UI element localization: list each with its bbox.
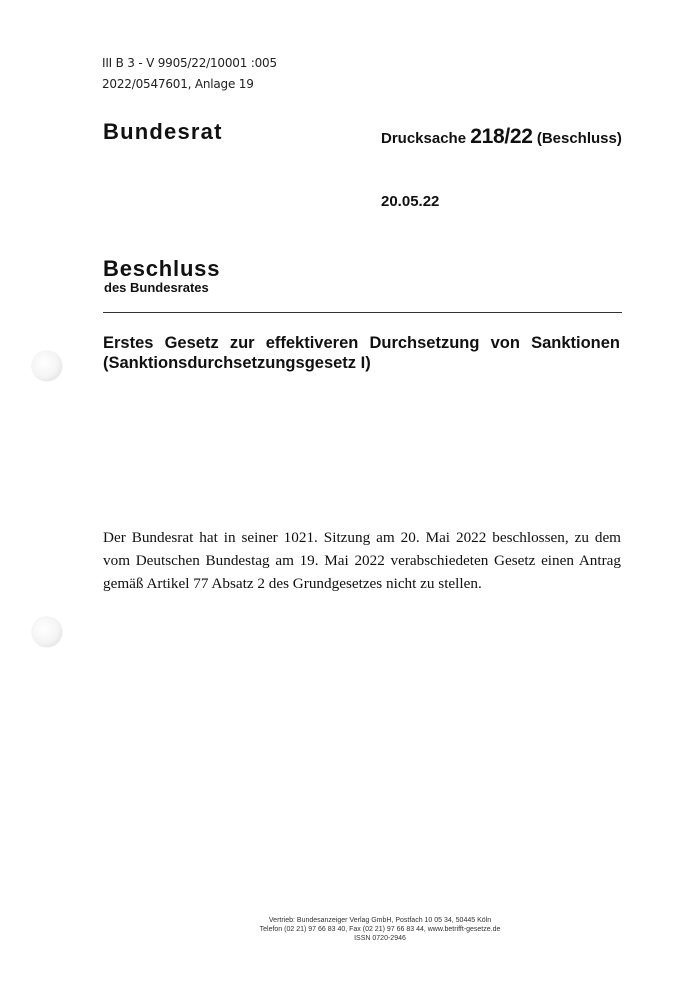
footer-contact: Telefon (02 21) 97 66 83 40, Fax (02 21) 97 66 83 44, www.betrifft-gesetze.de [259,926,501,933]
decision-text: Der Bundesrat hat in seiner 1021. Sitzung am 20. Mai 2022 beschlossen, zu dem vom Deutschen Bundestag am 19. Mai 2022 verabschiedeten Gesetz einen Antrag gemäß Artikel 77 Absatz 2 des Grundgesetzes nicht zu stellen. [103,529,621,592]
footer-distribution: Vertrieb: Bundesanzeiger Verlag GmbH, Postfach 10 05 34, 50445 Köln [268,917,492,924]
decision-heading: Beschluss [103,256,221,281]
document-number-prefix: Drucksache [381,130,471,147]
document-number-suffix: (Beschluss) [532,130,622,147]
reference-annex: 2022/0547601, Anlage 19 [102,77,254,91]
law-title: Erstes Gesetz zur effektiveren Durchsetzung von Sanktionen (Sanktionsdurchsetzungsgesetz I) [103,334,620,372]
document-date: 20.05.22 [381,193,440,210]
footer-issn: ISSN 0720-2946 [354,935,406,942]
divider [103,312,622,313]
document-number-value: 218/22 [470,125,533,148]
punch-hole-top [32,351,62,381]
punch-hole-bottom [32,617,62,647]
publisher-footer [150,916,610,943]
issuer-name: Bundesrat [103,119,223,144]
decision-subheading: des Bundesrates [104,280,209,295]
document-number [381,125,622,149]
reference-number: III B 3 - V 9905/22/10001 :005 [102,56,277,70]
